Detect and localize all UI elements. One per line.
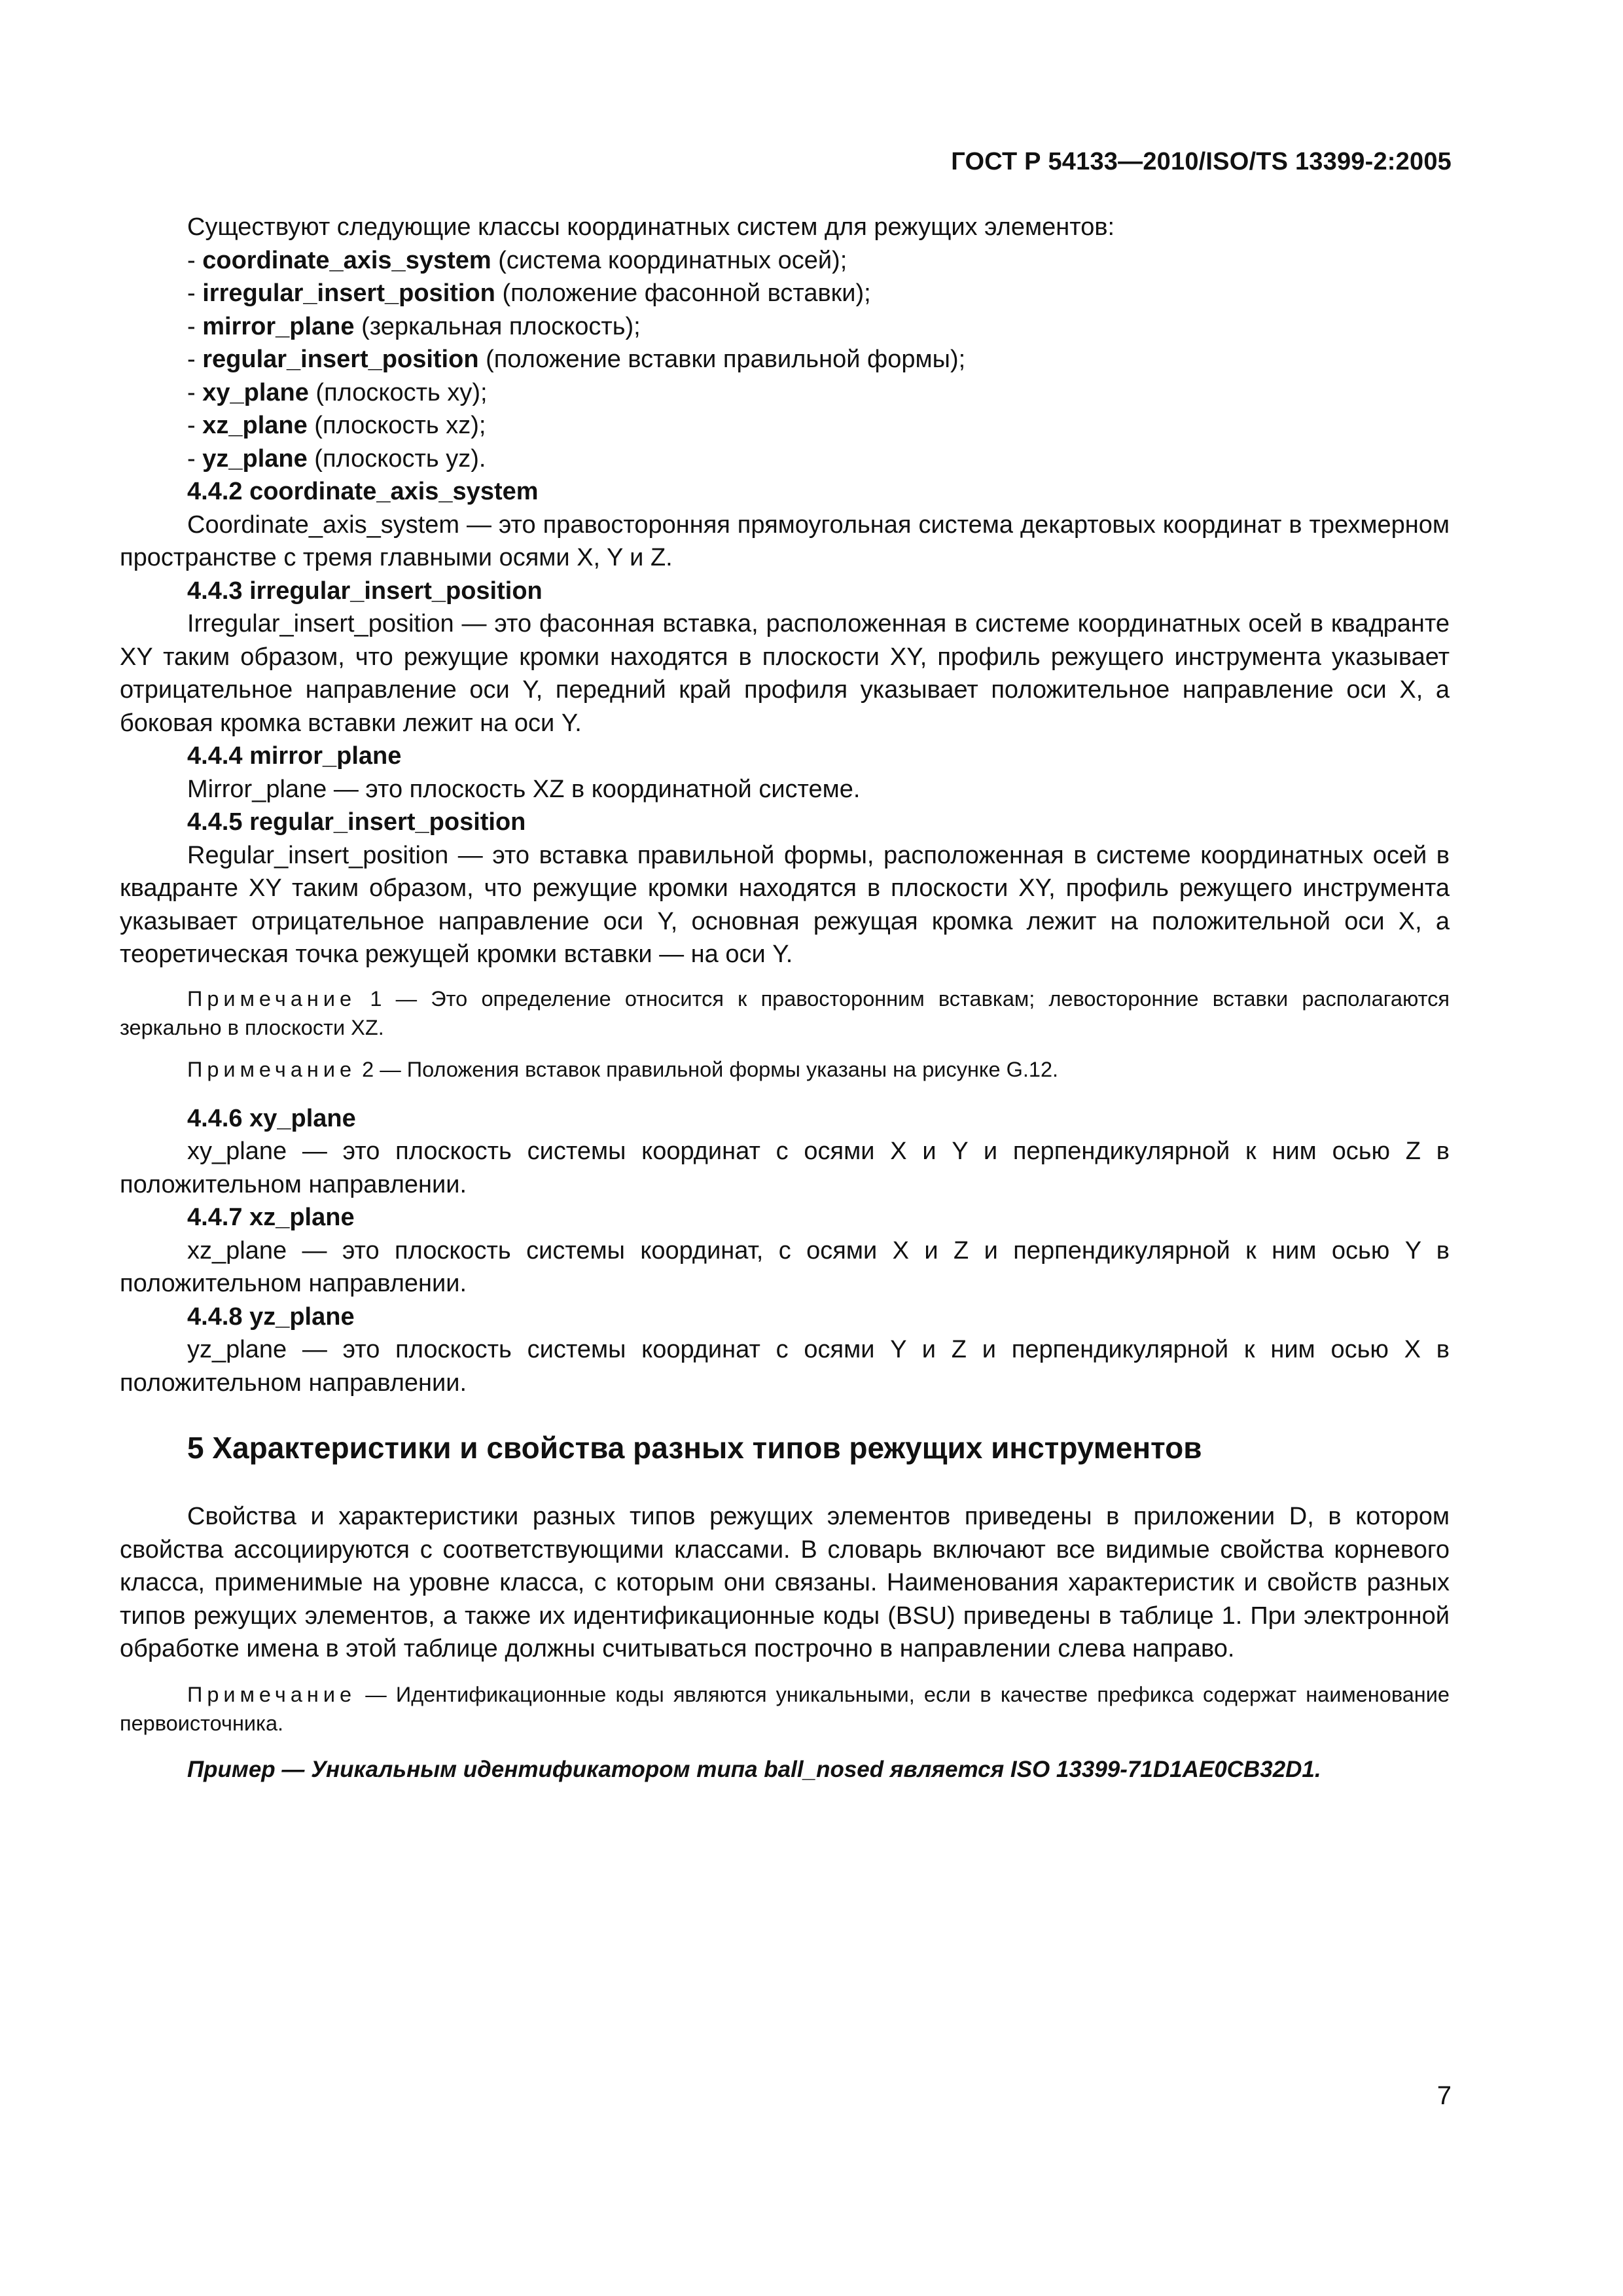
subsection-text-4-4-8: yz_plane — это плоскость системы координат с осями Y и Z и перпендикулярной к ним осью X в положительном направлении. [120, 1336, 1450, 1397]
classes-intro: Существуют следующие классы координатных систем для режущих элементов: [187, 213, 1115, 241]
list-item: - yz_plane (плоскость yz). [187, 444, 486, 473]
class-desc: (система координатных осей); [491, 246, 847, 274]
section-5-example: Пример — Уникальным идентификатором типа ball_nosed является ISO 13399-71D1AE0CB32D1. [187, 1756, 1321, 1782]
note-1 [120, 984, 1450, 1042]
subsection-text-4-4-6: xy_plane — это плоскость системы координат с осями X и Y и перпендикулярной к ним осью Z в положительном направлении. [120, 1138, 1450, 1198]
subsection-title-4-4-6: 4.4.6 xy_plane [187, 1104, 356, 1132]
standard-header: ГОСТ Р 54133—2010/ISO/TS 13399-2:2005 [951, 148, 1452, 175]
section-5-text: Свойства и характеристики разных типов режущих элементов приведены в приложении D, в котором свойства ассоциируются с соответствующими классами. В словарь включают все видимые свойства корневого класса, применимые на уровне класса, с которым они связаны. Наименования характеристик и свойств разных типов режущих элементов, а также их идентификационные коды (BSU) приведены в таблице 1. При электронной обработке имена в этой таблице должны считываться построчно в направлении слева направо. [120, 1503, 1450, 1662]
subsection-text-4-4-4: Mirror_plane — это плоскость XZ в координатной системе. [187, 775, 861, 803]
subsection-title-4-4-7: 4.4.7 xz_plane [187, 1204, 355, 1231]
subsection-text-4-4-5: Regular_insert_position — это вставка правильной формы, расположенная в системе координатных осей в квадранте XY таким образом, что режущие кромки находятся в плоскости XY, профиль режущего инструмента указывает отрицательное направление оси Y, основная режущая кромка лежит на положительной оси X, а теоретическая точка режущей кромки вставки — на оси Y. [120, 841, 1450, 968]
class-desc: (положение фасонной вставки); [495, 279, 871, 307]
class-desc: (плоскость xy); [308, 378, 488, 406]
subsection-text-4-4-3: Irregular_insert_position — это фасонная вставка, расположенная в системе координатных осей в квадранте XY таким образом, что режущие кромки находятся в плоскости XY, профиль режущего инструмента указывает отрицательное направление оси Y, передний край профиля указывает положительное направление оси X, а боковая кромка вставки лежит на оси Y. [120, 610, 1450, 737]
note-text: — Положения вставок правильной формы указаны на рисунке G.12. [374, 1057, 1059, 1081]
class-term: coordinate_axis_system [202, 246, 491, 274]
list-item: - mirror_plane (зеркальная плоскость); [187, 312, 641, 340]
note-text: — Это определение относится к правосторонним вставкам; левосторонние вставки располагаются зеркально в плоскости XZ. [120, 986, 1450, 1039]
list-item: - regular_insert_position (положение вставки правильной формы); [187, 346, 966, 373]
class-term: xy_plane [202, 378, 309, 406]
class-term: mirror_plane [202, 312, 355, 340]
note-label: Примечание [187, 1057, 357, 1081]
subsection-title-4-4-8: 4.4.8 yz_plane [187, 1302, 355, 1331]
note-2 [120, 1055, 1450, 1084]
list-item: - irregular_insert_position (положение фасонной вставки); [187, 279, 871, 307]
subsection-text-4-4-7: xz_plane — это плоскость системы координат, с осями X и Z и перпендикулярной к ним осью Y в положительном направлении. [120, 1236, 1450, 1297]
subsection-title-4-4-3: 4.4.3 irregular_insert_position [187, 577, 543, 605]
section-5-note [120, 1680, 1450, 1738]
list-item: - xy_plane (плоскость xy); [187, 378, 488, 406]
class-term: irregular_insert_position [202, 279, 495, 307]
page-content [120, 211, 1450, 1785]
note-text: — Идентификационные коды являются уникальными, если в качестве префикса содержат наименование первоисточника. [120, 1682, 1450, 1735]
class-term: regular_insert_position [202, 346, 479, 373]
class-desc: (зеркальная плоскость); [354, 312, 641, 340]
list-item: - xz_plane (плоскость xz); [187, 412, 486, 439]
note-number: 2 [356, 1057, 374, 1081]
list-item: - coordinate_axis_system (система координатных осей); [187, 246, 847, 274]
note-number: 1 [356, 986, 382, 1011]
class-desc: (положение вставки правильной формы); [478, 346, 966, 373]
note-label: Примечание [187, 1682, 357, 1706]
subsection-title-4-4-5: 4.4.5 regular_insert_position [187, 808, 526, 836]
note-label: Примечание [187, 986, 357, 1011]
subsection-title-4-4-2: 4.4.2 coordinate_axis_system [187, 478, 539, 505]
class-desc: (плоскость yz). [307, 444, 486, 473]
class-desc: (плоскость xz); [307, 412, 486, 439]
subsection-text-4-4-2: Coordinate_axis_system — это правосторонняя прямоугольная система декартовых координат в трехмерном пространстве с тремя главными осями X, Y и Z. [120, 511, 1450, 571]
classes-list [120, 244, 1450, 476]
subsection-title-4-4-4: 4.4.4 mirror_plane [187, 742, 402, 770]
page-number: 7 [1436, 2081, 1452, 2110]
class-term: xz_plane [202, 412, 308, 439]
section-5-title: 5 Характеристики и свойства разных типов режущих инструментов [187, 1431, 1202, 1465]
class-term: yz_plane [202, 444, 308, 473]
